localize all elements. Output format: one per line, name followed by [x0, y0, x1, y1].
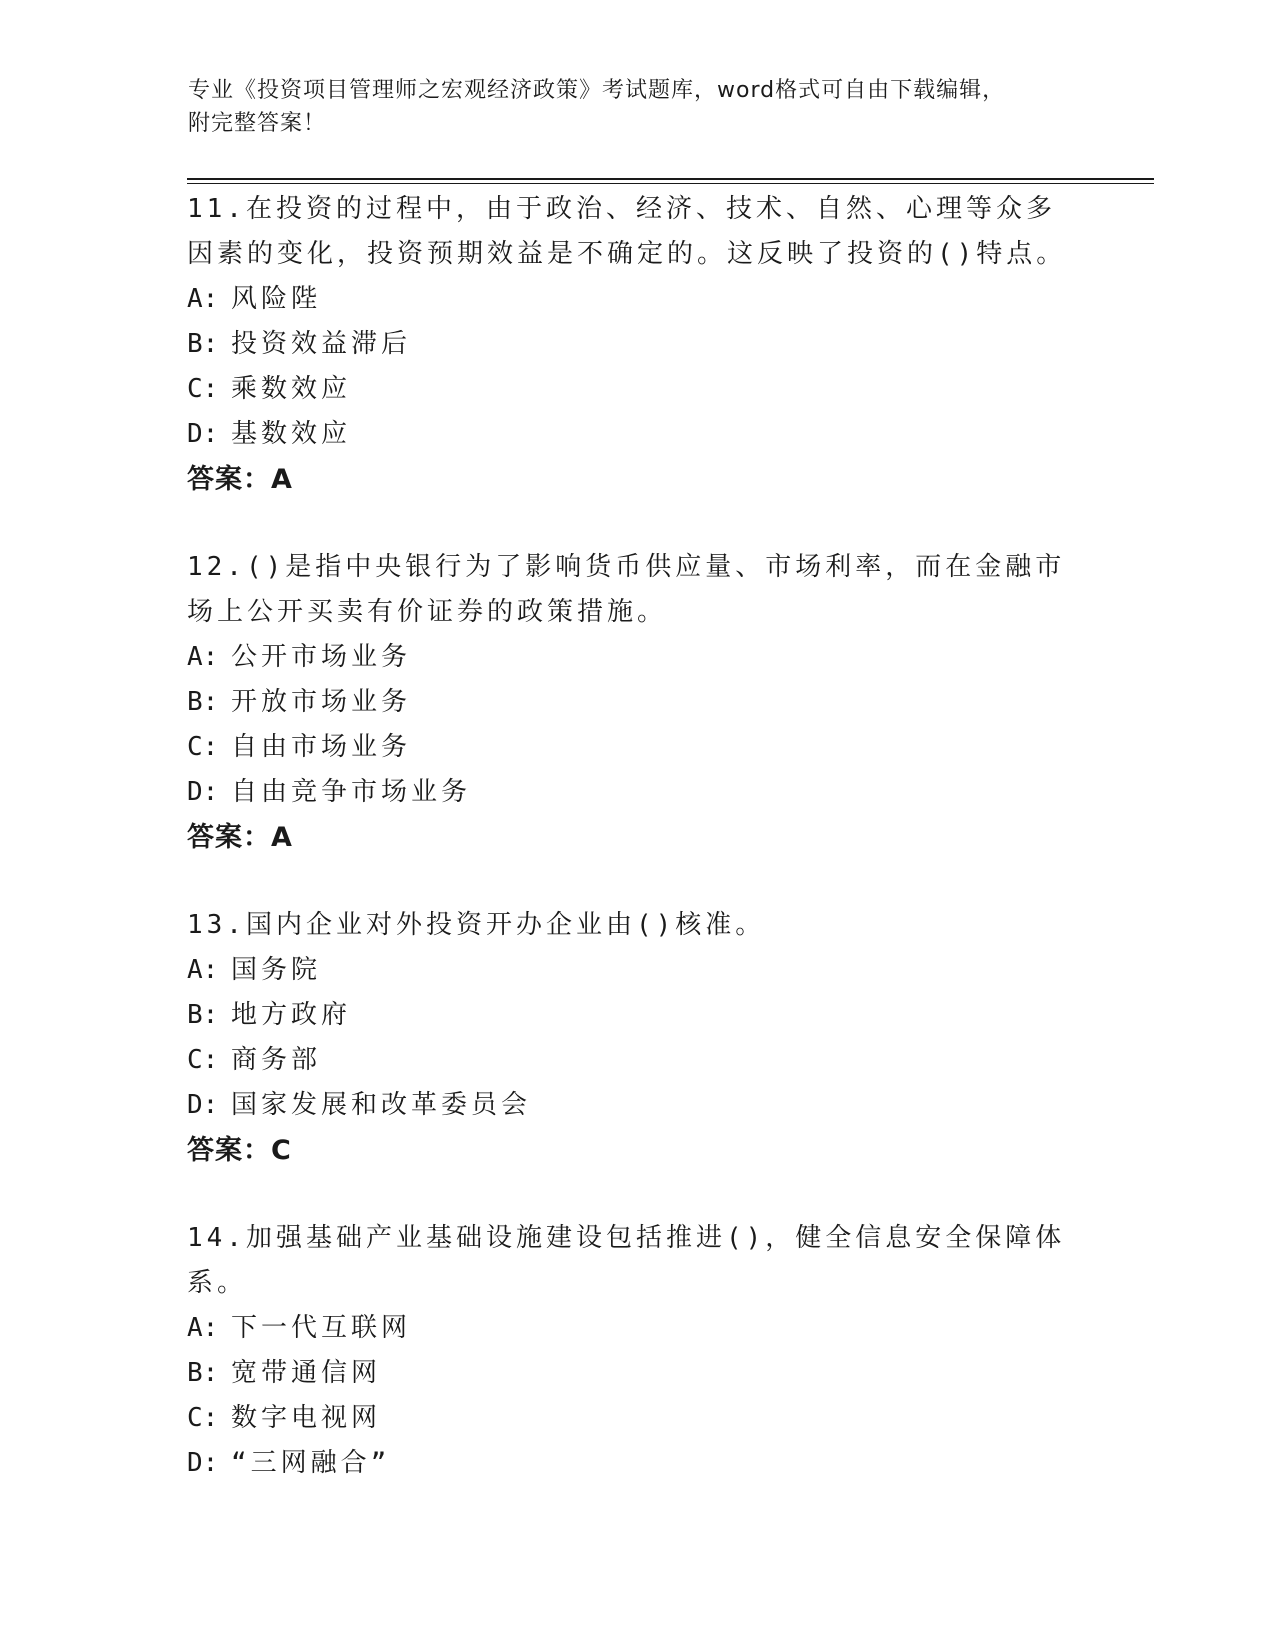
answer-line: 答案：A	[187, 464, 293, 495]
answer-line: 答案：A	[187, 822, 293, 853]
option-text: 数字电视网	[231, 1403, 382, 1433]
option-text: 风险陛	[231, 284, 322, 314]
option-c	[187, 1396, 1087, 1441]
option-d	[187, 770, 1087, 815]
question-14	[187, 1216, 1087, 1486]
option-c	[187, 725, 1087, 770]
option-letter: C:	[187, 1403, 219, 1433]
option-text: 自由市场业务	[231, 732, 412, 762]
option-letter: C:	[187, 732, 219, 762]
option-d	[187, 412, 1087, 457]
header-divider-thin	[187, 183, 1154, 184]
option-text: 国务院	[231, 955, 322, 985]
option-letter: D:	[187, 419, 219, 449]
question-stem: 13.国内企业对外投资开办企业由()核准。	[187, 910, 766, 940]
option-a	[187, 635, 1087, 680]
option-letter: D:	[187, 1448, 219, 1478]
option-b	[187, 680, 1087, 725]
header-line-2: 附完整答案！	[188, 111, 327, 136]
option-letter: B:	[187, 1000, 219, 1030]
option-b	[187, 993, 1087, 1038]
option-letter: C:	[187, 1045, 219, 1075]
option-text: 基数效应	[231, 419, 352, 449]
option-text: 开放市场业务	[231, 687, 412, 717]
question-13	[187, 903, 1087, 1173]
option-letter: A:	[187, 642, 219, 672]
question-stem: 14.加强基础产业基础设施建设包括推进()，健全信息安全保障体系。	[187, 1223, 1066, 1298]
question-list	[187, 187, 1087, 1529]
question-stem: 11.在投资的过程中，由于政治、经济、技术、自然、心理等众多因素的变化，投资预期效益是不确定的。这反映了投资的()特点。	[187, 194, 1067, 269]
option-a	[187, 277, 1087, 322]
option-letter: A:	[187, 284, 219, 314]
option-letter: D:	[187, 1090, 219, 1120]
option-a	[187, 1306, 1087, 1351]
option-text: 下一代互联网	[231, 1313, 412, 1343]
answer-line: 答案：C	[187, 1135, 292, 1166]
question-stem: 12.()是指中央银行为了影响货币供应量、市场利率，而在金融市场上公开买卖有价证券的政策措施。	[187, 552, 1066, 627]
question-12	[187, 545, 1087, 860]
option-text: 商务部	[231, 1045, 322, 1075]
option-d	[187, 1441, 1087, 1486]
option-letter: A:	[187, 955, 219, 985]
option-letter: D:	[187, 777, 219, 807]
option-d	[187, 1083, 1087, 1128]
option-letter: B:	[187, 329, 219, 359]
option-c	[187, 367, 1087, 412]
option-text: “三网融合”	[231, 1448, 391, 1478]
option-text: 自由竞争市场业务	[231, 777, 472, 807]
header-divider-thick	[187, 178, 1154, 180]
option-text: 国家发展和改革委员会	[231, 1090, 532, 1120]
option-text: 宽带通信网	[231, 1358, 382, 1388]
option-b	[187, 1351, 1087, 1396]
option-text: 地方政府	[231, 1000, 352, 1030]
option-letter: B:	[187, 687, 219, 717]
option-b	[187, 322, 1087, 367]
option-letter: C:	[187, 374, 219, 404]
option-a	[187, 948, 1087, 993]
option-c	[187, 1038, 1087, 1083]
question-11	[187, 187, 1087, 502]
header-line-1: 专业《投资项目管理师之宏观经济政策》考试题库，word格式可自由下载编辑，	[188, 78, 1006, 103]
option-text: 公开市场业务	[231, 642, 412, 672]
option-letter: A:	[187, 1313, 219, 1343]
document-header	[188, 74, 1088, 140]
option-text: 乘数效应	[231, 374, 352, 404]
option-letter: B:	[187, 1358, 219, 1388]
option-text: 投资效益滞后	[231, 329, 412, 359]
